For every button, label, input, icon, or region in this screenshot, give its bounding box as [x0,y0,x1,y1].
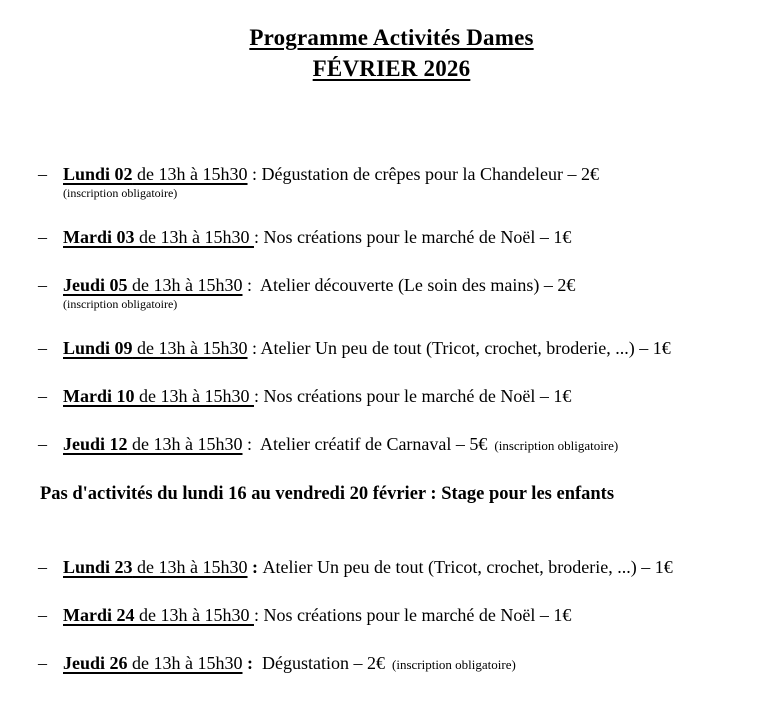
activity-item [38,163,773,200]
activity-line [63,556,773,578]
activity-content [63,385,773,407]
activity-separator: : [242,653,262,673]
activity-line [63,604,773,626]
bullet-dash: – [38,275,47,295]
activity-date-time [63,605,254,625]
activity-note-inline: (inscription obligatoire) [392,657,516,672]
activity-date-time [63,653,243,673]
activity-line [63,385,773,407]
activity-date-time [63,275,243,295]
activity-time: de 13h à 15h30 [134,386,254,406]
activity-day: Jeudi 05 [63,275,128,295]
activity-item [38,652,773,676]
bullet-dash: – [38,557,47,577]
activity-day: Lundi 23 [63,557,133,577]
activity-separator: : [242,434,261,454]
activity-day: Jeudi 26 [63,653,128,673]
document-title-line2 [0,53,783,84]
activity-day: Lundi 02 [63,164,133,184]
activity-description: Dégustation – 2€ [262,653,385,673]
bullet-dash: – [38,653,47,673]
activity-item [38,385,773,407]
activity-content [63,652,773,676]
activity-time: de 13h à 15h30 [132,338,248,358]
activity-content [63,337,773,359]
activity-description: Dégustation de crêpes pour la Chandeleur – 2€ [261,164,599,184]
activity-day: Lundi 09 [63,338,133,358]
activity-time: de 13h à 15h30 [132,164,248,184]
activity-content [63,163,773,200]
activity-line [63,652,773,676]
activity-separator: : [247,557,263,577]
activity-content [63,433,773,457]
activity-note-inline: (inscription obligatoire) [494,438,619,453]
activity-item [38,274,773,311]
activity-content [63,226,773,248]
activity-note-below: (inscription obligatoire) [63,297,178,311]
activity-time: de 13h à 15h30 [134,605,254,625]
activity-item [38,226,773,248]
activity-time: de 13h à 15h30 [127,434,243,454]
activity-time: de 13h à 15h30 [134,227,254,247]
bullet-dash: – [38,164,47,184]
activity-description: Nos créations pour le marché de Noël – 1€ [263,605,572,625]
activity-separator: : [253,227,264,247]
activity-separator: : [247,164,262,184]
activity-date-time [63,227,254,247]
activity-time: de 13h à 15h30 [132,557,248,577]
activity-line [63,433,773,457]
activity-day: Mardi 03 [63,227,135,247]
bullet-dash: – [38,605,47,625]
activity-date-time [63,164,248,184]
activity-separator: : [247,338,261,358]
document-title-line1 [0,22,783,53]
activities-list-bottom [0,556,783,676]
activity-time: de 13h à 15h30 [127,653,243,673]
activity-day: Mardi 24 [63,605,135,625]
activity-description: Atelier Un peu de tout (Tricot, crochet, broderie, ...) – 1€ [262,557,673,577]
activity-line [63,274,773,296]
activity-line [63,226,773,248]
bullet-dash: – [38,434,47,454]
activity-date-time [63,338,248,358]
title-text-line2: FÉVRIER 2026 [312,56,471,81]
activity-description: Atelier créatif de Carnaval – 5€ [260,434,488,454]
activity-line [63,337,773,359]
activity-separator: : [253,605,264,625]
activity-line [63,163,773,185]
activity-date-time [63,434,243,454]
activity-item [38,433,773,457]
activity-content [63,274,773,311]
activity-description: Nos créations pour le marché de Noël – 1€ [263,386,572,406]
activity-content [63,604,773,626]
activity-content [63,556,773,578]
activity-item [38,337,773,359]
activity-date-time [63,557,248,577]
activity-note-below: (inscription obligatoire) [63,186,178,200]
activity-separator: : [253,386,264,406]
activity-description: Atelier découverte (Le soin des mains) – 2€ [260,275,576,295]
activity-day: Jeudi 12 [63,434,128,454]
activity-time: de 13h à 15h30 [127,275,243,295]
activity-item [38,604,773,626]
activity-item [38,556,773,578]
activities-list-top [0,163,783,457]
activity-separator: : [242,275,261,295]
bullet-dash: – [38,338,47,358]
title-text-line1: Programme Activités Dames [249,25,534,50]
no-activities-notice: Pas d'activités du lundi 16 au vendredi 20 février : Stage pour les enfants [40,484,615,504]
activity-date-time [63,386,254,406]
activity-day: Mardi 10 [63,386,135,406]
document-title [0,22,783,84]
activity-description: Nos créations pour le marché de Noël – 1€ [263,227,572,247]
bullet-dash: – [38,386,47,406]
activity-description: Atelier Un peu de tout (Tricot, crochet, broderie, ...) – 1€ [260,338,671,358]
bullet-dash: – [38,227,47,247]
